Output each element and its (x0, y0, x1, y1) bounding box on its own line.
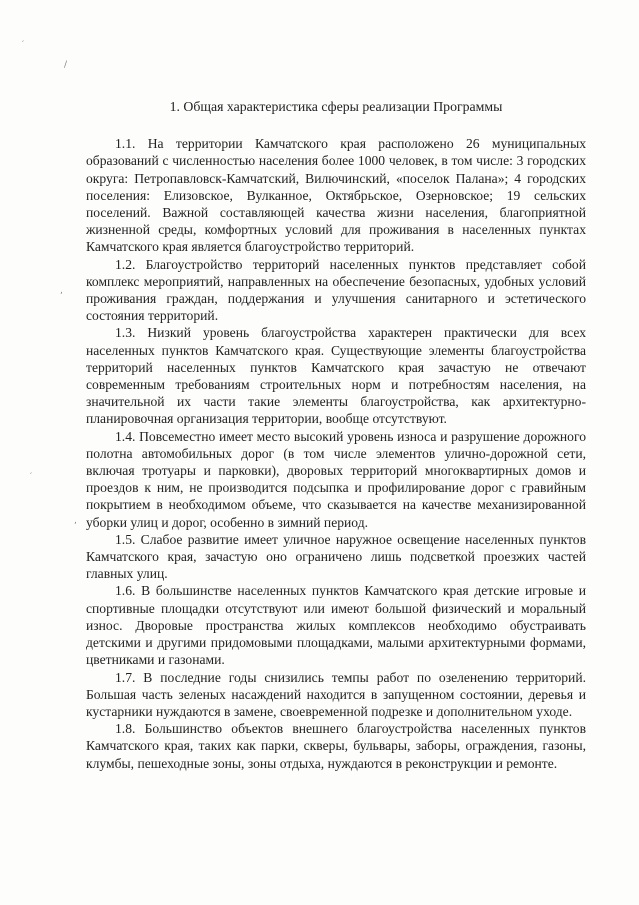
paragraph-1-8: 1.8. Большинство объектов внешнего благоустройства населенных пунктов Камчатского края, таких как парки, скверы, бульвары, заборы, ограждения, газоны, клумбы, пешеходные зоны, зоны отдыха, нуждаются в реконструкции и ремонте. (86, 721, 586, 771)
paragraph-1-7: 1.7. В последние годы снизились темпы работ по озеленению территорий. Большая часть зеленых насаждений находится в запущенном состоянии, деревья и кустарники нуждаются в замене, своевременной подрезке и дополнительном уходе. (86, 669, 586, 719)
scan-mark: , (60, 286, 63, 296)
scan-mark: ′ (30, 472, 33, 482)
scan-mark: , (74, 516, 77, 526)
paragraph-1-6: 1.6. В большинстве населенных пунктов Камчатского края детские игровые и спортивные площадки отсутствуют или имеют большой физический и моральный износ. Дворовые пространства жилых комплексов необходимо обустраивать детскими и другими придомовыми площадками, малыми архитектурными формами, цветниками и газонами. (86, 583, 586, 668)
paragraph-1-1: 1.1. На территории Камчатского края расположено 26 муниципальных образований с численностью населения более 1000 человек, в том числе: 3 городских округа: Петропавловск-Камчатский, Вилючинский, «поселок Палана»; 4 городских поселения: Елизовское, Вулканное, Октябрьское, Озерновское; 19 сельских поселений. Важной составляющей качества жизни населения, благоприятной жизненной среды, комфортных условий для проживания в населенных пунктах Камчатского края является благоустройство территорий. (86, 136, 586, 255)
paragraph-1-5: 1.5. Слабое развитие имеет уличное наружное освещение населенных пунктов Камчатского края, зачастую оно ограничено лишь подсветкой проезжих частей главных улиц. (86, 531, 586, 582)
document-body (86, 98, 586, 772)
paragraph-1-4: 1.4. Повсеместно имеет место высокий уровень износа и разрушение дорожного полотна автомобильных дорог (в том числе элементов улично-дорожной сети, включая тротуары и парковки), дворовых территорий многоквартирных домов и проездов к ним, не производится подсыпка и профилирование дорог с гравийным покрытием в необходимом объеме, что сказывается на качестве механизированной уборки улиц и дорог, особенно в зимний период. (86, 428, 586, 530)
paragraph-1-2: 1.2. Благоустройство территорий населенных пунктов представляет собой комплекс мероприятий, направленных на обеспечение безопасных, удобных условий проживания граждан, поддержания и улучшения санитарного и эстетического состояния территорий. (86, 256, 586, 324)
scan-mark: / (64, 60, 68, 70)
paragraph-1-3: 1.3. Низкий уровень благоустройства характерен практически для всех населенных пунктов Камчатского края. Существующие элементы благоустройства территорий населенных пунктов Камчатского края зачастую не отвечают современным требованиям строительных норм и потребностям населения, на значительной их части такие элементы благоустройства, как архитектурно-планировочная организация территории, вообще отсутствуют. (86, 325, 586, 427)
document-heading: 1. Общая характеристика сферы реализации Программы (169, 99, 503, 114)
scan-mark: ′ (22, 40, 25, 50)
